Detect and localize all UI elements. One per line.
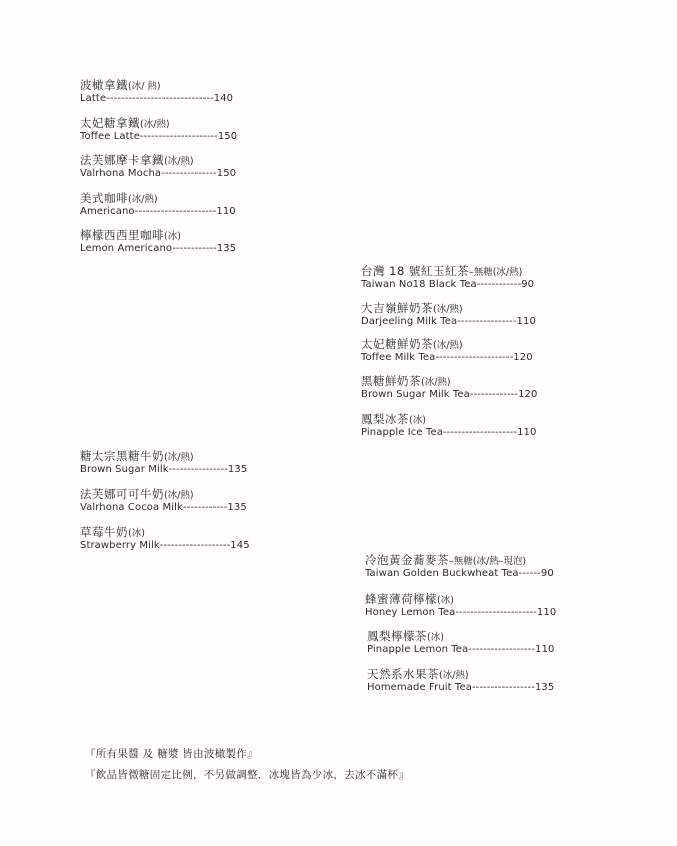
menu-item	[361, 374, 537, 401]
item-name-en-price: Valrhona Mocha---------------150	[80, 167, 237, 179]
menu-item	[361, 264, 534, 291]
item-name-en-price: Toffee Latte---------------------150	[80, 130, 238, 142]
item-name-zh: 美式咖啡(冰/熱)	[80, 191, 158, 205]
item-name-zh: 法芙娜摩卡拿鐵(冰/熱)	[80, 153, 194, 167]
menu-item	[80, 228, 236, 255]
menu-item	[365, 592, 556, 619]
item-name-en-price: Pinapple Lemon Tea------------------110	[367, 643, 555, 655]
item-name-en-price: Valrhona Cocoa Milk------------135	[80, 501, 247, 513]
menu-item	[80, 116, 237, 143]
item-name-en-price: Pinapple Ice Tea--------------------110	[361, 426, 537, 438]
item-name-en-price: Darjeeling Milk Tea----------------110	[361, 315, 536, 327]
menu-item	[80, 153, 236, 180]
item-name-en-price: Latte-----------------------------140	[80, 92, 234, 104]
menu-item	[361, 337, 533, 364]
item-name-zh: 蜂蜜薄荷檸檬(冰)	[365, 592, 454, 606]
item-name-zh: 鳳梨檸檬茶(冰)	[367, 629, 444, 643]
item-name-zh: 檸檬西西里咖啡(冰)	[80, 228, 181, 242]
item-name-zh: 台灣 18 號紅玉紅茶–無糖(冰/熱)	[361, 264, 523, 278]
menu-item	[80, 449, 247, 476]
item-name-zh: 草莓牛奶(冰)	[80, 525, 145, 539]
menu-item	[361, 301, 536, 328]
item-name-en-price: Taiwan No18 Black Tea------------90	[361, 278, 535, 290]
item-name-zh: 波橄拿鐵(冰/ 熱)	[80, 78, 161, 92]
menu-item	[80, 78, 233, 105]
menu-item	[80, 487, 247, 514]
item-name-zh: 大吉嶺鮮奶茶(冰/熱)	[361, 301, 463, 315]
item-name-en-price: Strawberry Milk-------------------145	[80, 539, 250, 551]
item-name-en-price: Taiwan Golden Buckwheat Tea------90	[365, 567, 554, 579]
item-name-zh: 天然系水果茶(冰/熱)	[367, 667, 469, 681]
item-name-zh: 黑糖鮮奶茶(冰/熱)	[361, 374, 451, 388]
item-name-en-price: Toffee Milk Tea---------------------120	[361, 351, 533, 363]
note-sugar-ice: 『飲品皆微糖固定比例，不另做調整．冰塊皆為少冰，去冰不滿杯』	[85, 769, 409, 781]
item-name-en-price: Honey Lemon Tea----------------------110	[365, 606, 557, 618]
item-name-zh: 太妃糖鮮奶茶(冰/熱)	[361, 337, 463, 351]
item-name-zh: 冷泡黃金蕎麥茶–無糖(冰/熱–現泡)	[365, 553, 527, 567]
menu-item	[365, 553, 554, 580]
menu-item	[361, 412, 536, 439]
item-name-zh: 法芙娜可可牛奶(冰/熱)	[80, 487, 194, 501]
menu-item	[367, 667, 554, 694]
menu-item	[80, 525, 250, 552]
item-name-zh: 鳳梨冰茶(冰)	[361, 412, 426, 426]
item-name-en-price: Americano----------------------110	[80, 205, 236, 217]
item-name-en-price: Lemon Americano------------135	[80, 242, 237, 254]
item-name-en-price: Homemade Fruit Tea-----------------135	[367, 681, 555, 693]
note-homemade: 『所有果醬 及 糖漿 皆由波橄製作』	[85, 748, 258, 760]
item-name-en-price: Brown Sugar Milk----------------135	[80, 463, 248, 475]
menu-item	[367, 629, 554, 656]
item-name-en-price: Brown Sugar Milk Tea-------------120	[361, 388, 538, 400]
menu-item	[80, 191, 236, 218]
item-name-zh: 糖太宗黑糖牛奶(冰/熱)	[80, 449, 194, 463]
item-name-zh: 太妃糖拿鐵(冰/熱)	[80, 116, 170, 130]
